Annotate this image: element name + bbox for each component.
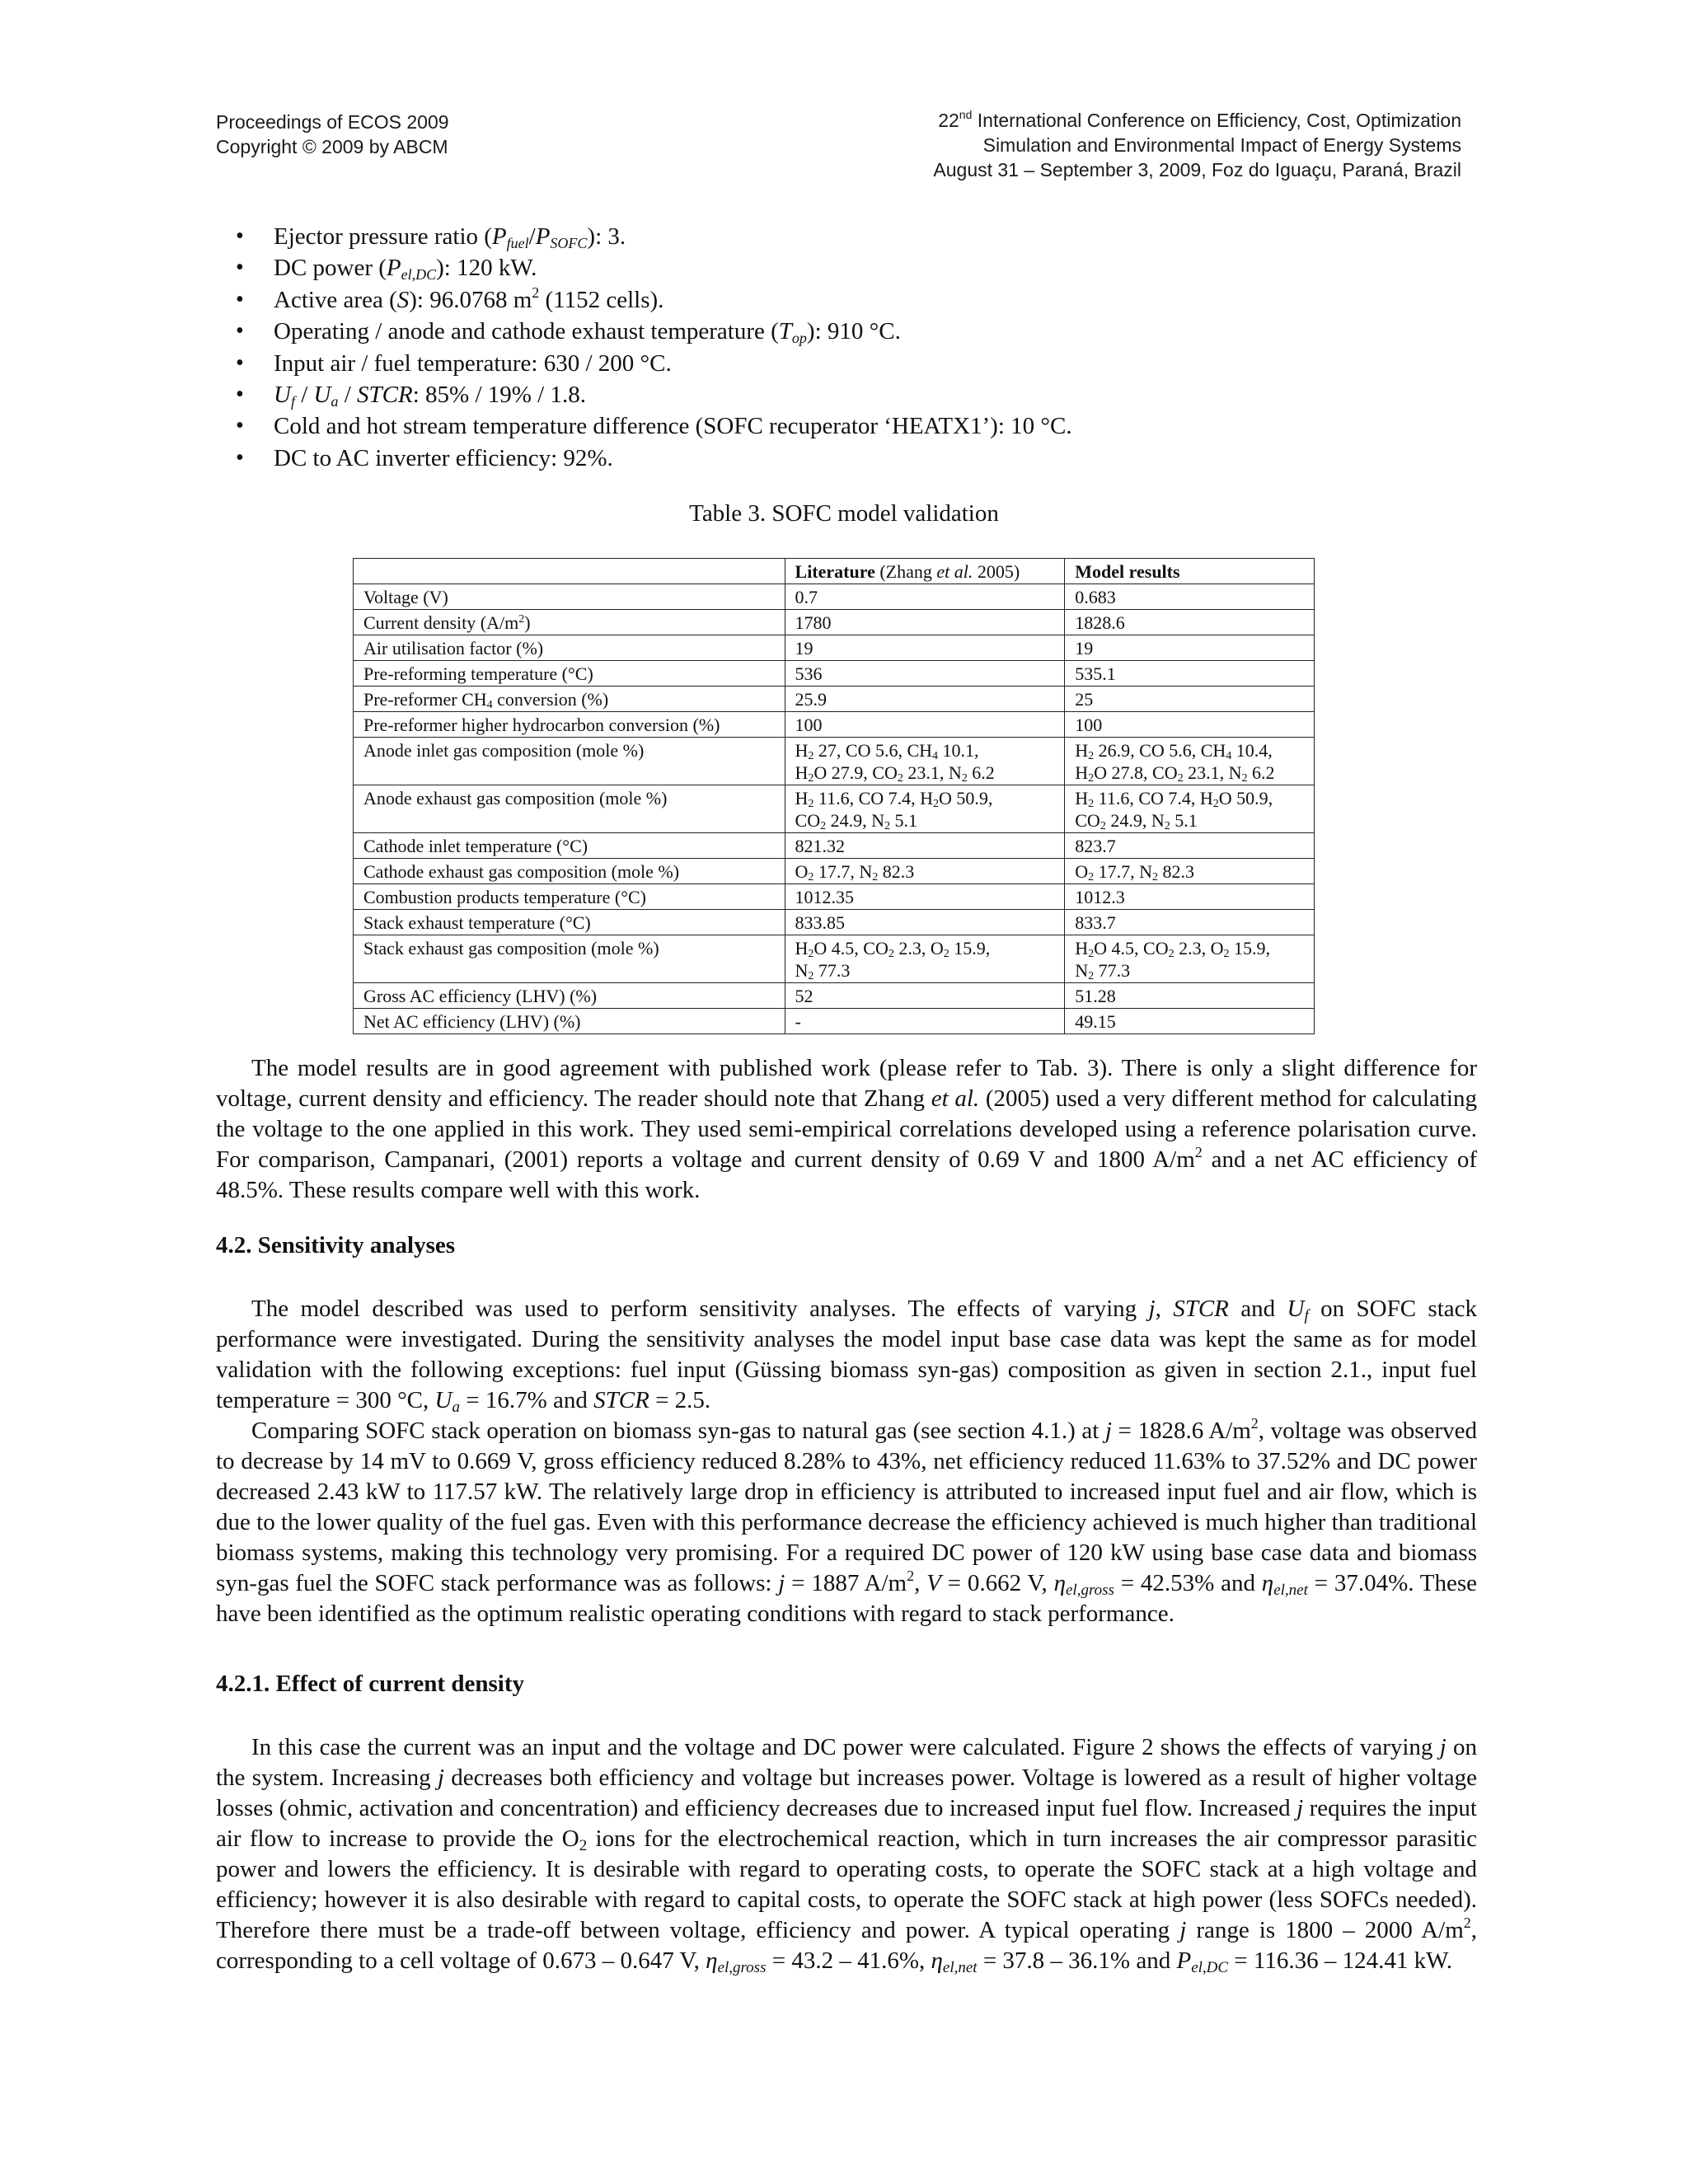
list-item: • Ejector pressure ratio $(P_{fuel}/P_{SOFC})$: 3. (216, 221, 1477, 252)
conference-subtitle: Simulation and Environmental Impact of Energy Systems (982, 134, 1461, 156)
model-value: 49.15 (1065, 1009, 1315, 1034)
literature-value: $H_2O$ 4.5, $CO_2$ 2.3, $O_2$ 15.9, $N_2$ 77.3 (785, 935, 1065, 983)
list-item: • DC to AC inverter efficiency: 92%. (216, 443, 1477, 474)
table-header-literature: Literature (Zhang et al. 2005) (785, 559, 1065, 584)
row-label: Pre-reformer $CH_4$ conversion (%) (354, 687, 785, 712)
conference-ordinal: nd (959, 108, 973, 121)
table-caption: Table 3. SOFC model validation (689, 500, 999, 527)
table-row (354, 661, 1315, 687)
table-row (354, 859, 1315, 884)
table-row (354, 785, 1315, 833)
literature-value: 821.32 (785, 833, 1065, 859)
body-paragraph: Comparing SOFC stack operation on biomass syn-gas to natural gas (see section 4.1.) at j = 1828.6 $A/m^2$, voltage was observed to decrease by 14 mV to 0.669 V, gross efficiency reduced 8.28% to 43%, net efficiency reduced 11.63% to 37.52% and DC power decreased 2.43 kW to 117.57 kW. The relatively large drop in efficiency is attributed to increased input fuel and air flow, which is due to the lower quality of the fuel gas. Even with this performance decrease the efficiency achieved is much higher than traditional biomass systems, making this technology very promising. For a required DC power of 120 kW using base case data and biomass syn-gas fuel the SOFC stack performance was as follows: j = 1887 $A/m^2$, V = 0.662 V, $\eta_{el,gross} = 42.53\%$ and $\eta_{el,net} = 37.04\%$. These have been identified as the optimum realistic operating conditions with regard to stack performance. (216, 1415, 1478, 1627)
table-header-row (354, 559, 1315, 584)
literature-value: 19 (785, 635, 1065, 661)
table-row (354, 833, 1315, 859)
proceedings-title: Proceedings of ECOS 2009 (216, 111, 449, 133)
table-row (354, 983, 1315, 1009)
table-row (354, 584, 1315, 610)
model-value: 1012.3 (1065, 884, 1315, 910)
table-row (354, 1009, 1315, 1034)
row-label: Anode exhaust gas composition (mole %) (354, 785, 785, 833)
model-value: 833.7 (1065, 910, 1315, 935)
row-label: Cathode inlet temperature (°C) (354, 833, 785, 859)
literature-value: $H_2$ 27, CO 5.6, $CH_4$ 10.1, $H_2O$ 27.9, $CO_2$ 23.1, $N_2$ 6.2 (785, 738, 1065, 785)
model-value: $H_2$ 26.9, CO 5.6, $CH_4$ 10.4, $H_2O$ 27.8, $CO_2$ 23.1, $N_2$ 6.2 (1065, 738, 1315, 785)
list-item: • Operating / anode and cathode exhaust temperature $(T_{op})$: 910 °C. (216, 316, 1477, 347)
model-value: $H_2O$ 4.5, $CO_2$ 2.3, $O_2$ 15.9, $N_2$ 77.3 (1065, 935, 1315, 983)
row-label: Current density $(A/m^2)$ (354, 610, 785, 635)
literature-value: 1780 (785, 610, 1065, 635)
model-value: 0.683 (1065, 584, 1315, 610)
row-label: Voltage (V) (354, 584, 785, 610)
literature-value: $H_2$ 11.6, CO 7.4, $H_2O$ 50.9, $CO_2$ 24.9, $N_2$ 5.1 (785, 785, 1065, 833)
literature-value: 536 (785, 661, 1065, 687)
row-label: Cathode exhaust gas composition (mole %) (354, 859, 785, 884)
table-row (354, 935, 1315, 983)
table-row (354, 884, 1315, 910)
row-label: Net AC efficiency (LHV) (%) (354, 1009, 785, 1034)
model-value: 25 (1065, 687, 1315, 712)
literature-value: $O_2$ 17.7, $N_2$ 82.3 (785, 859, 1065, 884)
list-item: • Input air / fuel temperature: 630 / 200 °C. (216, 348, 1477, 379)
literature-value: 0.7 (785, 584, 1065, 610)
list-item: • $U_f / U_a$ / STCR: 85% / 19% / 1.8. (216, 379, 1477, 410)
model-value: $H_2$ 11.6, CO 7.4, $H_2O$ 50.9, $CO_2$ 24.9, $N_2$ 5.1 (1065, 785, 1315, 833)
parameter-list (216, 221, 1477, 474)
row-label: Stack exhaust temperature (°C) (354, 910, 785, 935)
table-row (354, 910, 1315, 935)
row-label: Air utilisation factor (%) (354, 635, 785, 661)
row-label: Pre-reforming temperature (°C) (354, 661, 785, 687)
literature-value: - (785, 1009, 1065, 1034)
table-row (354, 635, 1315, 661)
header-right (933, 108, 1461, 182)
row-label: Gross AC efficiency (LHV) (%) (354, 983, 785, 1009)
table-row (354, 712, 1315, 738)
literature-value: 100 (785, 712, 1065, 738)
copyright-line: Copyright © 2009 by ABCM (216, 136, 448, 157)
model-value: 100 (1065, 712, 1315, 738)
row-label: Combustion products temperature (°C) (354, 884, 785, 910)
literature-value: 25.9 (785, 687, 1065, 712)
body-paragraph: The model results are in good agreement with published work (please refer to Tab. 3). There is only a slight difference for voltage, current density and efficiency. The reader should note that Zhang et al. (2005) used a very different method for calculating the voltage to the one applied in this work. They used semi-empirical correlations developed using a reference polarisation curve. For comparison, Campanari, (2001) reports a voltage and current density of 0.69 V and 1800 $A/m^2$ and a net AC efficiency of 48.5%. These results compare well with this work. (216, 1055, 1478, 1203)
table-row (354, 610, 1315, 635)
row-label: Stack exhaust gas composition (mole %) (354, 935, 785, 983)
row-label: Anode inlet gas composition (mole %) (354, 738, 785, 785)
table-header-model: Model results (1065, 559, 1315, 584)
subsection-heading: 4.2.1. Effect of current density (216, 1671, 524, 1697)
section-heading: 4.2. Sensitivity analyses (216, 1232, 456, 1258)
body-paragraph: The model described was used to perform sensitivity analyses. The effects of varying j, STCR and $U_f$ on SOFC stack performance were investigated. During the sensitivity analyses the model input base case data was kept the same as for model validation with the following exceptions: fuel input (Güssing biomass syn-gas) composition as given in section 2.1., input fuel temperature = 300 °C, $U_a = 16.7\%$ and STCR = 2.5. (216, 1296, 1477, 1416)
model-value: 51.28 (1065, 983, 1315, 1009)
literature-value: 833.85 (785, 910, 1065, 935)
conference-title (933, 108, 1461, 133)
conference-number: 22 (938, 110, 959, 131)
header-left (216, 110, 449, 159)
validation-table (353, 558, 1315, 1034)
model-value: 823.7 (1065, 833, 1315, 859)
list-item: • Active area (S): 96.0768 $m^2$ (1152 cells). (216, 284, 1477, 316)
row-label: Pre-reformer higher hydrocarbon conversion (%) (354, 712, 785, 738)
model-value: $O_2$ 17.7, $N_2$ 82.3 (1065, 859, 1315, 884)
conference-name: International Conference on Efficiency, Cost, Optimization (972, 110, 1461, 131)
model-value: 535.1 (1065, 661, 1315, 687)
model-value: 19 (1065, 635, 1315, 661)
body-paragraph: In this case the current was an input and the voltage and DC power were calculated. Figure 2 shows the effects of varying j on the system. Increasing j decreases both efficiency and voltage but increases power. Voltage is lowered as a result of higher voltage losses (ohmic, activation and concentration) and efficiency decreases due to increased input fuel flow. Increased j requires the input air flow to increase to provide the $O_2$ ions for the electrochemical reaction, which in turn increases the air compressor parasitic power and lowers the efficiency. It is desirable with regard to operating costs, to operate the SOFC stack at a high voltage and efficiency; however it is also desirable with regard to capital costs, to operate the SOFC stack at high power (less SOFCs needed). Therefore there must be a trade-off between voltage, efficiency and power. A typical operating j range is 1800 – 2000 $A/m^2$, corresponding to a cell voltage of 0.673 – 0.647 V, $\eta_{el,gross} = 43.2 - 41.6\%$, $\eta_{el,net} = 37.8 - 36.1\%$ and $P_{el,DC} = 116.36 - 124.41$ kW. (216, 1734, 1477, 1976)
list-item: • Cold and hot stream temperature difference (SOFC recuperator ‘HEATX1’): 10 °C. (216, 410, 1477, 442)
conference-dates: August 31 – September 3, 2009, Foz do Iguaçu, Paraná, Brazil (933, 159, 1461, 180)
table-row (354, 687, 1315, 712)
table-cell (354, 559, 785, 584)
table-row (354, 738, 1315, 785)
literature-value: 52 (785, 983, 1065, 1009)
model-value: 1828.6 (1065, 610, 1315, 635)
list-item: • DC power $(P_{el,DC})$: 120 kW. (216, 252, 1477, 284)
literature-value: 1012.35 (785, 884, 1065, 910)
